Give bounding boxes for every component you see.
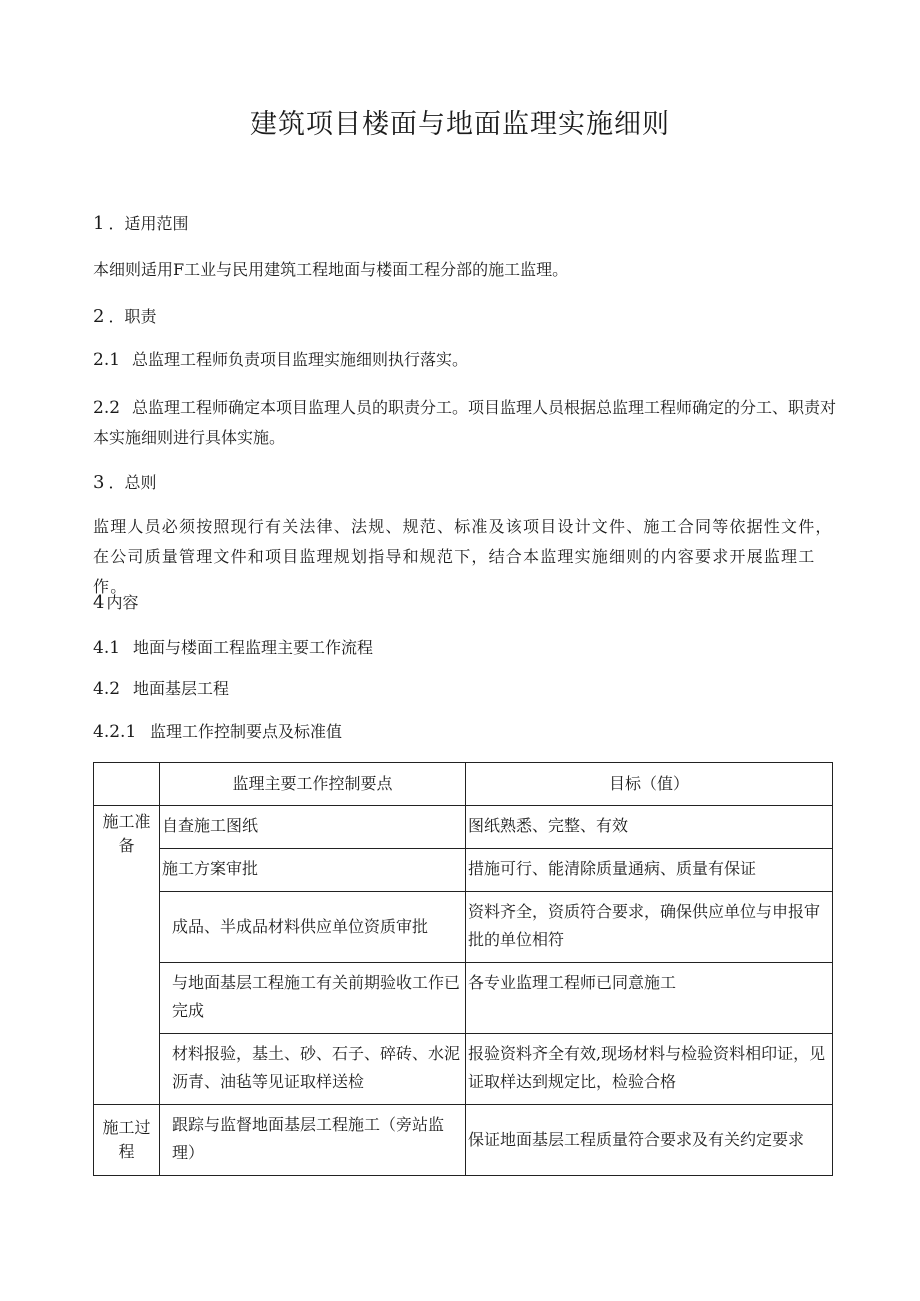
table-row <box>94 849 833 892</box>
target-cell: 图纸熟悉、完整、有效 <box>466 806 833 849</box>
general-paragraph: 监理人员必须按照现行有关法律、法规、规范、标准及该项目设计文件、施工合同等依据性文件，在公司质量管理文件和项目监理规划指导和规范下，结合本监理实施细则的内容要求开展监理工作。 <box>93 517 833 596</box>
subsection-number: 4.2 <box>93 679 121 699</box>
subsection-text: 监理工作控制要点及标准值 <box>150 722 343 741</box>
subsection-text: 地面与楼面工程监理主要工作流程 <box>133 638 374 657</box>
control-point-cell: 施工方案审批 <box>160 849 466 892</box>
table-row <box>94 892 833 963</box>
section-4-heading <box>93 591 138 615</box>
stage-cell: 施工准备 <box>94 806 160 1105</box>
section-label: ．适用范围 <box>108 214 189 233</box>
table-row <box>94 1105 833 1176</box>
stage-cell: 施工过程 <box>94 1105 160 1176</box>
target-cell: 各专业监理工程师已同意施工 <box>466 963 833 1034</box>
target-cell: 资料齐全，资质符合要求，确保供应单位与申报审批的单位相符 <box>466 892 833 963</box>
section-number: 1 <box>93 213 105 234</box>
clause-text: 总监理工程师负责项目监理实施细则执行落实。 <box>132 350 469 369</box>
header-cell-stage <box>94 763 160 806</box>
table-row <box>94 1034 833 1105</box>
control-points-table <box>93 762 833 1176</box>
subsection-number: 4.1 <box>93 638 121 658</box>
section-label: ．职责 <box>108 307 157 326</box>
section-3-heading <box>93 471 156 495</box>
duty-2-1 <box>93 345 838 375</box>
section-2-heading <box>93 305 156 329</box>
subsection-number: 4.2.1 <box>93 722 137 742</box>
clause-text: 总监理工程师确定本项目监理人员的职责分工。项目监理人员根据总监理工程师确定的分工、职责对本实施细则进行具体实施。 <box>93 398 837 447</box>
page-title: 建筑项目楼面与地面监理实施细则 <box>250 109 670 140</box>
clause-number: 2.2 <box>93 398 121 418</box>
header-cell-points: 监理主要工作控制要点 <box>160 763 466 806</box>
control-point-cell: 自查施工图纸 <box>160 806 466 849</box>
subsection-4-2-1 <box>93 720 342 744</box>
table-row <box>94 963 833 1034</box>
subsection-text: 地面基层工程 <box>133 679 230 698</box>
section-number: 3 <box>93 472 105 493</box>
scope-paragraph: 本细则适用F工业与民用建筑工程地面与楼面工程分部的施工监理。 <box>93 260 569 279</box>
target-cell: 保证地面基层工程质量符合要求及有关约定要求 <box>466 1105 833 1176</box>
section-1-heading <box>93 212 188 236</box>
subsection-4-2 <box>93 677 229 701</box>
control-point-cell: 跟踪与监督地面基层工程施工（旁站监理） <box>160 1105 466 1176</box>
target-cell: 措施可行、能清除质量通病、质量有保证 <box>466 849 833 892</box>
table-header-row <box>94 763 833 806</box>
target-cell: 报验资料齐全有效,现场材料与检验资料相印证，见证取样达到规定比，检验合格 <box>466 1034 833 1105</box>
section-label: ．总则 <box>108 473 157 492</box>
control-point-cell: 与地面基层工程施工有关前期验收工作已完成 <box>160 963 466 1034</box>
section-number: 4 <box>93 592 105 613</box>
section-number: 2 <box>93 306 105 327</box>
control-point-cell: 材料报验，基土、砂、石子、碎砖、水泥沥青、油毡等见证取样送检 <box>160 1034 466 1105</box>
section-label: 内容 <box>106 593 139 612</box>
control-point-cell: 成品、半成品材料供应单位资质审批 <box>160 892 466 963</box>
clause-number: 2.1 <box>93 350 121 370</box>
subsection-4-1 <box>93 636 373 660</box>
table-row <box>94 806 833 849</box>
duty-2-2 <box>93 393 838 453</box>
header-cell-target: 目标（值） <box>466 763 833 806</box>
